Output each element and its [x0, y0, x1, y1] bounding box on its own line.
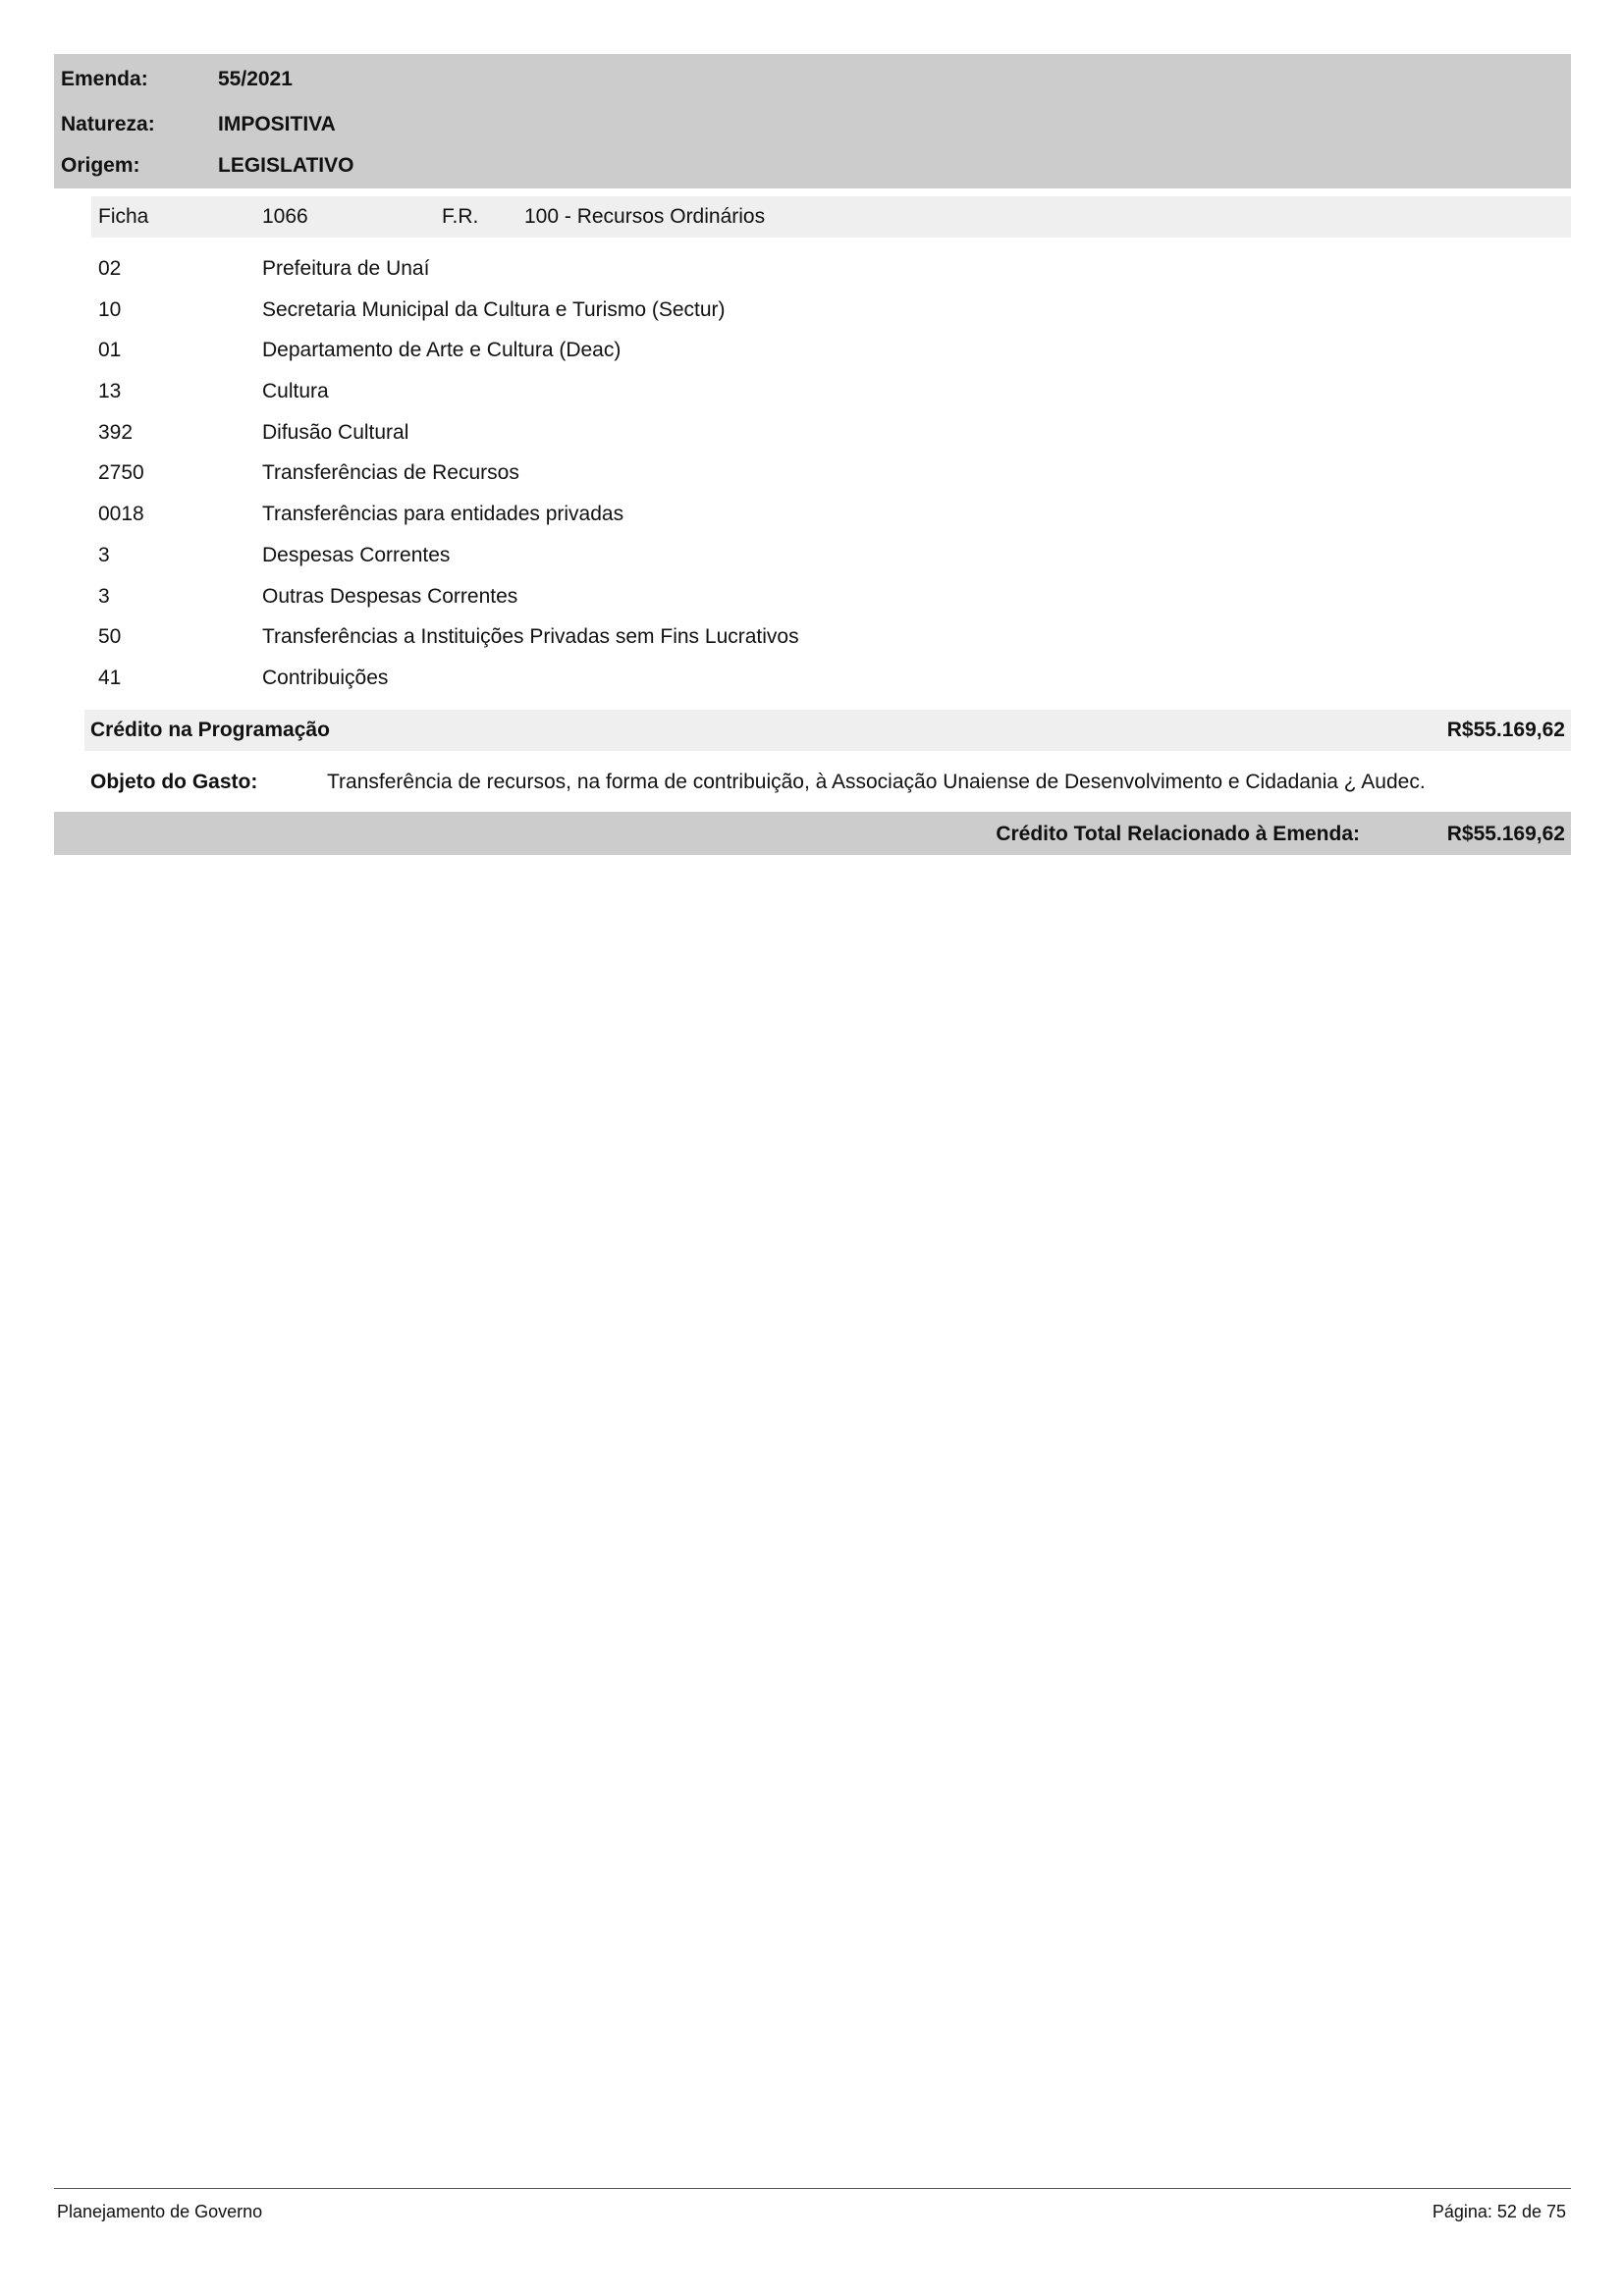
- classification-row: [98, 455, 1473, 497]
- classification-code: 13: [98, 380, 122, 403]
- credito-value: R$55.169,62: [1446, 719, 1565, 741]
- fr-label: F.R.: [442, 205, 479, 228]
- origem-label: Origem:: [61, 154, 140, 177]
- classification-code: 41: [98, 666, 122, 689]
- classification-description: Contribuições: [262, 666, 389, 689]
- classification-code: 3: [98, 584, 110, 608]
- total-value: R$55.169,62: [1446, 823, 1565, 845]
- classification-row: [98, 333, 1473, 374]
- classification-row: [98, 415, 1473, 456]
- classification-description: Departamento de Arte e Cultura (Deac): [262, 339, 622, 362]
- classification-description: Despesas Correntes: [262, 543, 451, 566]
- ficha-label: Ficha: [98, 205, 149, 228]
- classification-description: Transferências de Recursos: [262, 461, 519, 485]
- objeto-label: Objeto do Gasto:: [90, 771, 258, 793]
- origem-value: LEGISLATIVO: [218, 154, 354, 177]
- classification-description: Outras Despesas Correntes: [262, 584, 518, 608]
- classification-code: 3: [98, 543, 110, 566]
- classification-code: 392: [98, 420, 134, 444]
- classification-row: [98, 293, 1473, 334]
- credito-programacao-bar: [84, 710, 1571, 751]
- natureza-value: IMPOSITIVA: [218, 113, 336, 135]
- footer-department: Planejamento de Governo: [57, 2202, 263, 2221]
- emenda-value: 55/2021: [218, 68, 293, 90]
- emenda-header: [54, 54, 1571, 188]
- fr-value: 100 - Recursos Ordinários: [524, 205, 766, 228]
- page-number: Página: 52 de 75: [1432, 2202, 1566, 2221]
- classification-row: [98, 661, 1473, 702]
- objeto-value: Transferência de recursos, na forma de contribuição, à Associação Unaiense de Desenvolvimento e Cidadania ¿ Audec.: [327, 771, 1426, 793]
- classification-code: 2750: [98, 461, 144, 485]
- classification-description: Transferências a Instituições Privadas sem Fins Lucrativos: [262, 625, 799, 649]
- classification-description: Cultura: [262, 380, 329, 403]
- credito-total-bar: [54, 812, 1571, 855]
- classification-row: [98, 497, 1473, 538]
- classification-row: [98, 579, 1473, 620]
- classification-description: Transferências para entidades privadas: [262, 503, 624, 526]
- classification-row: [98, 374, 1473, 415]
- ficha-bar: [91, 196, 1571, 238]
- classification-code: 50: [98, 625, 122, 649]
- classification-list: [98, 251, 1473, 702]
- classification-row: [98, 619, 1473, 661]
- classification-row: [98, 251, 1473, 293]
- classification-row: [98, 538, 1473, 579]
- classification-description: Secretaria Municipal da Cultura e Turismo (Sectur): [262, 297, 726, 321]
- classification-description: Prefeitura de Unaí: [262, 257, 430, 280]
- ficha-number: 1066: [262, 205, 308, 228]
- classification-description: Difusão Cultural: [262, 420, 409, 444]
- total-label: Crédito Total Relacionado à Emenda:: [996, 823, 1360, 845]
- credito-label: Crédito na Programação: [90, 719, 330, 741]
- classification-code: 0018: [98, 503, 144, 526]
- natureza-label: Natureza:: [61, 113, 155, 135]
- classification-code: 10: [98, 297, 122, 321]
- footer-divider: [54, 2188, 1571, 2189]
- classification-code: 01: [98, 339, 122, 362]
- classification-code: 02: [98, 257, 122, 280]
- emenda-label: Emenda:: [61, 68, 148, 90]
